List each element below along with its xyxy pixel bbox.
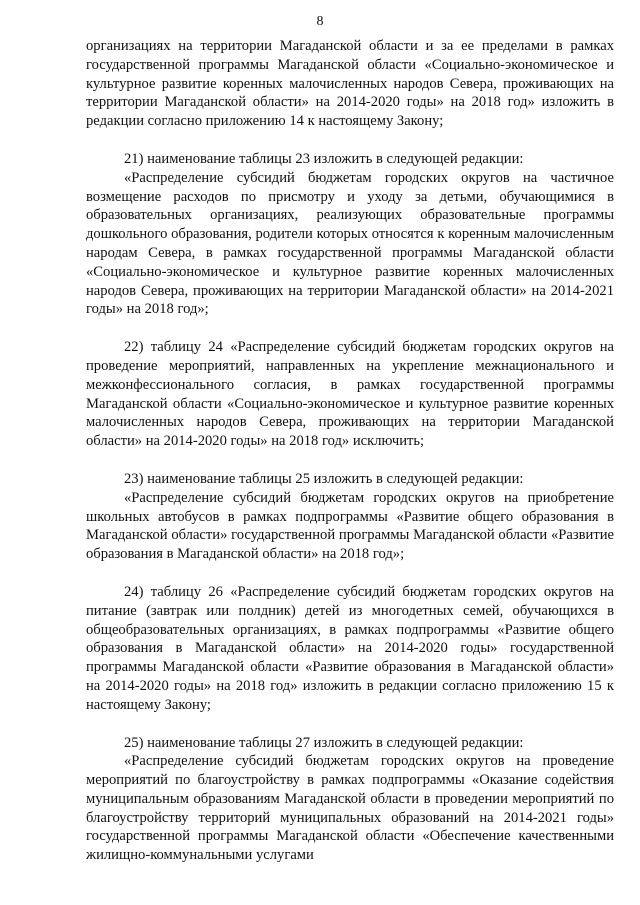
paragraph-item-23: 23) наименование таблицы 25 изложить в следующей редакции: — [124, 470, 524, 487]
paragraph-item-25-quote: «Распределение субсидий бюджетам городских округов на проведение мероприятий по благоустройству в рамках подпрограммы «Оказание содействия муниципальным образованиям Магаданской области в проведении мероприятий по благоустройству территорий муниципальных образований на 2014-2021 годы» государственной программы Магаданской области «Обеспечение качественными жилищно-коммунальными услугами — [86, 753, 614, 864]
paragraph-item-21-quote: «Распределение субсидий бюджетам городских округов на частичное возмещение расходов по присмотру и уходу за детьми, обучающимися в образовательных организациях, реализующих образовательные программы дошкольного образования, родители которых относятся к коренным малочисленным народам Севера, в рамках государственной программы Магаданской области «Социально-экономическое и культурное развитие коренных малочисленных народов Севера, проживающих на территории Магаданской области» на 2014-2021 годы» на 2018 год»; — [86, 169, 614, 318]
paragraph-item-23-quote: «Распределение субсидий бюджетам городских округов на приобретение школьных автобусов в рамках подпрограммы «Развитие общего образования в Магаданской области» государственной программы Магаданской области «Развитие образования в Магаданской области» на 2018 год»; — [86, 489, 614, 563]
paragraph-item-21: 21) наименование таблицы 23 изложить в следующей редакции: — [124, 150, 524, 167]
document-body — [86, 37, 614, 865]
paragraph-continuation: организациях на территории Магаданской области и за ее пределами в рамках государственной программы Магаданской области «Социально-экономическое и культурное развитие коренных малочисленных народов Севера, проживающих на территории Магаданской области» на 2014-2020 годы» на 2018 год» изложить в редакции согласно приложению 14 к настоящему Закону; — [86, 38, 614, 130]
paragraph-item-25: 25) наименование таблицы 27 изложить в следующей редакции: — [124, 734, 524, 751]
paragraph-gap — [86, 451, 614, 470]
paragraph-gap — [86, 715, 614, 734]
paragraph-gap — [86, 319, 614, 338]
paragraph-item-24: 24) таблицу 26 «Распределение субсидий бюджетам городских округов на питание (завтрак или полдник) детей из многодетных семей, обучающихся в общеобразовательных организациях, в рамках подпрограммы «Развитие общего образования в Магаданской области» на 2014-2020 годы» государственной программы Магаданской области «Развитие образования в Магаданской области» на 2014-2020 годы» на 2018 год» изложить в редакции согласно приложению 15 к настоящему Закону; — [86, 583, 614, 713]
page-number: 8 — [316, 14, 324, 29]
paragraph-gap — [86, 564, 614, 583]
paragraph-gap — [86, 131, 614, 150]
paragraph-item-22: 22) таблицу 24 «Распределение субсидий бюджетам городских округов на проведение мероприятий, направленных на укрепление межнационального и межконфессионального согласия, в рамках государственной программы Магаданской области «Социально-экономическое и культурное развитие коренных малочисленных народов Севера, проживающих на территории Магаданской области» на 2014-2020 годы» на 2018 год» исключить; — [86, 339, 614, 450]
